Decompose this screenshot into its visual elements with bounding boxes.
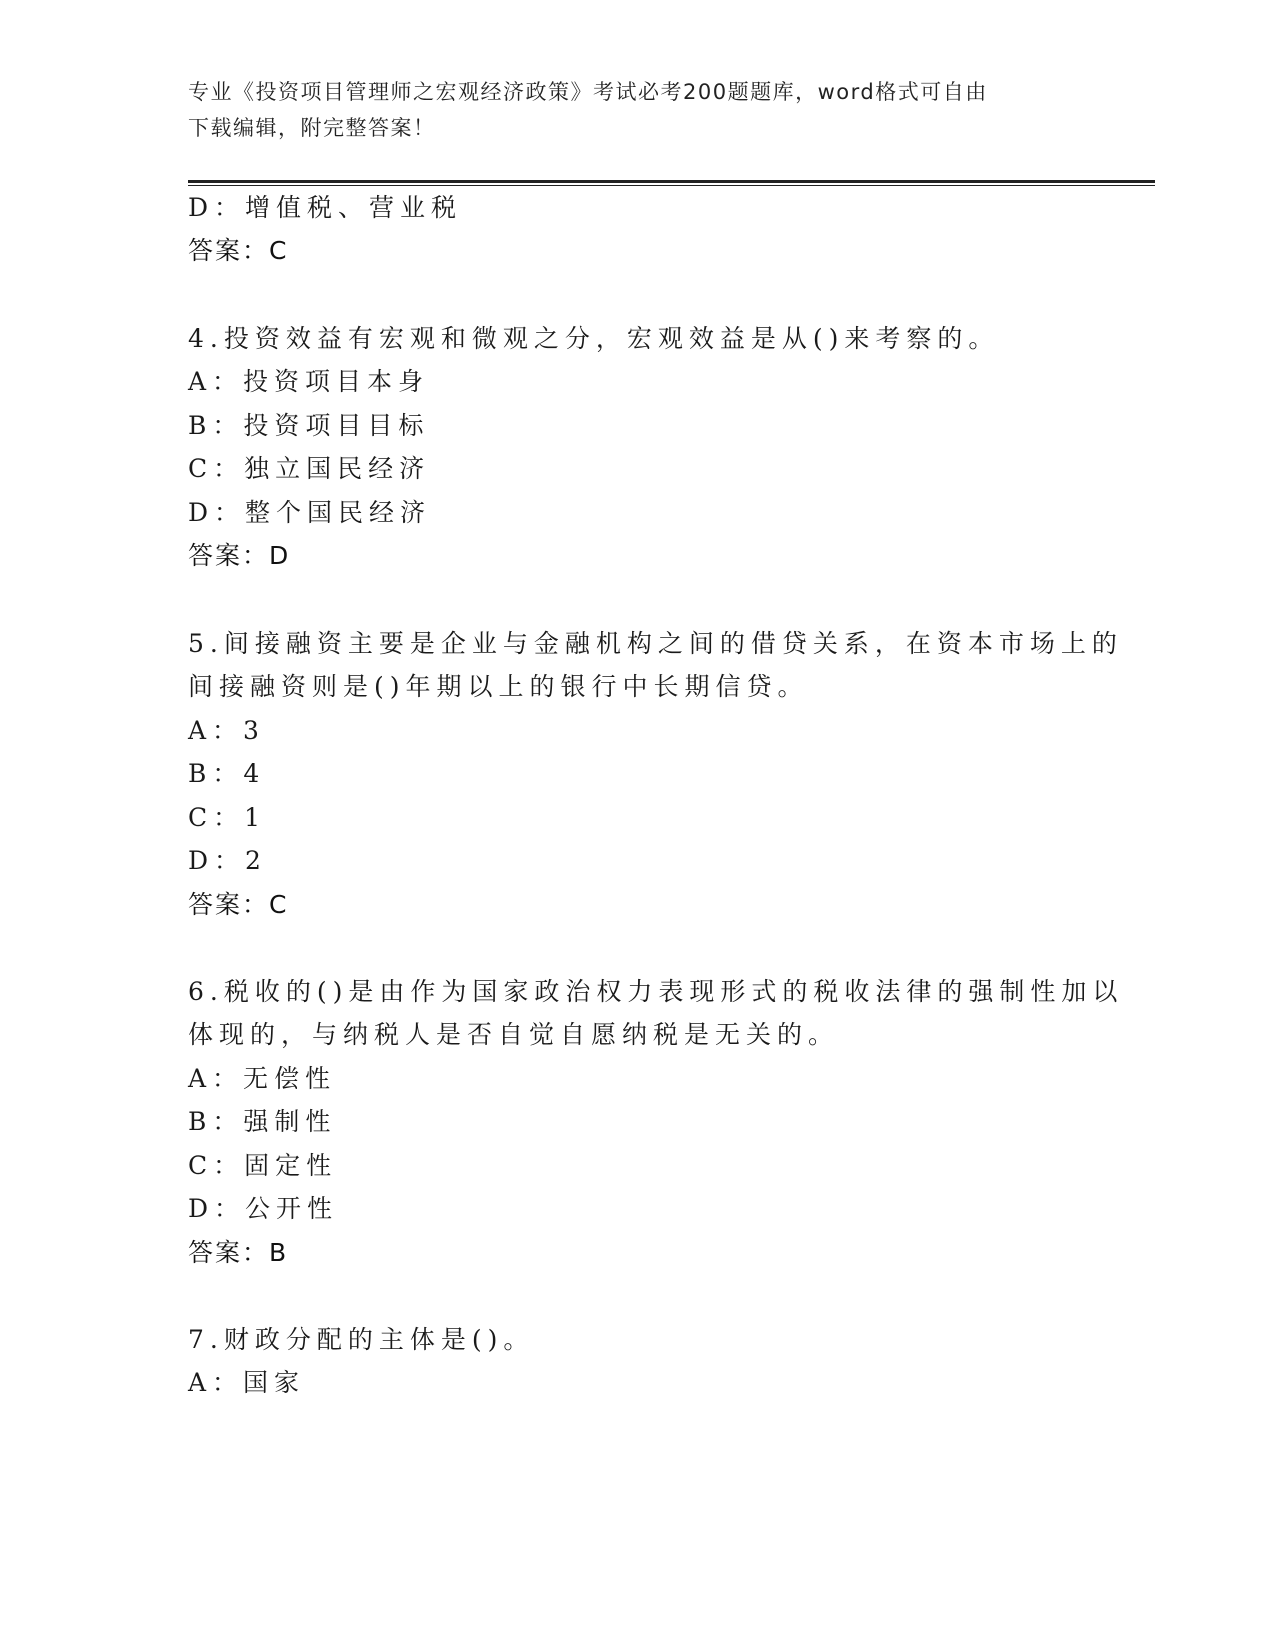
q5-option-a: A：3: [188, 716, 265, 745]
header-divider-thin: [188, 185, 1155, 186]
q5-option-d: D：2: [188, 846, 267, 875]
q4-stem: 4.投资效益有宏观和微观之分，宏观效益是从()来考察的。: [188, 324, 1000, 353]
q5-option-c: C：1: [188, 803, 267, 832]
q3-option-d: D：增值税、营业税: [188, 193, 463, 222]
document-header: [188, 74, 1068, 146]
q7-option-a: A：国家: [188, 1368, 306, 1397]
q5-option-b: B：4: [188, 759, 266, 788]
q3-answer: 答案：C: [188, 236, 289, 265]
q6-option-c: C：固定性: [188, 1151, 338, 1180]
q5-stem-line-2: 间接融资则是()年期以上的银行中长期信贷。: [188, 672, 809, 701]
header-title-line-2: 下载编辑，附完整答案！: [188, 116, 436, 140]
q6-option-d: D：公开性: [188, 1194, 339, 1223]
q4-option-a: A：投资项目本身: [188, 367, 430, 396]
q7-stem: 7.财政分配的主体是()。: [188, 1325, 535, 1354]
q4-option-d: D：整个国民经济: [188, 498, 432, 527]
q6-stem-line-1: 6.税收的()是由作为国家政治权力表现形式的税收法律的强制性加以: [188, 977, 1124, 1006]
q6-answer: 答案：B: [188, 1238, 289, 1267]
q6-option-b: B：强制性: [188, 1107, 337, 1136]
q6-stem-line-2: 体现的，与纳税人是否自觉自愿纳税是无关的。: [188, 1020, 840, 1049]
q5-stem-line-1: 5.间接融资主要是企业与金融机构之间的借贷关系，在资本市场上的: [188, 629, 1123, 658]
q4-answer: 答案：D: [188, 541, 291, 570]
q4-option-b: B：投资项目目标: [188, 411, 430, 440]
header-title-line-1: 专业《投资项目管理师之宏观经济政策》考试必考200题题库，word格式可自由: [188, 80, 988, 104]
q5-answer: 答案：C: [188, 890, 289, 919]
q4-option-c: C：独立国民经济: [188, 454, 431, 483]
header-divider-thick: [188, 180, 1155, 183]
q6-option-a: A：无偿性: [188, 1064, 337, 1093]
